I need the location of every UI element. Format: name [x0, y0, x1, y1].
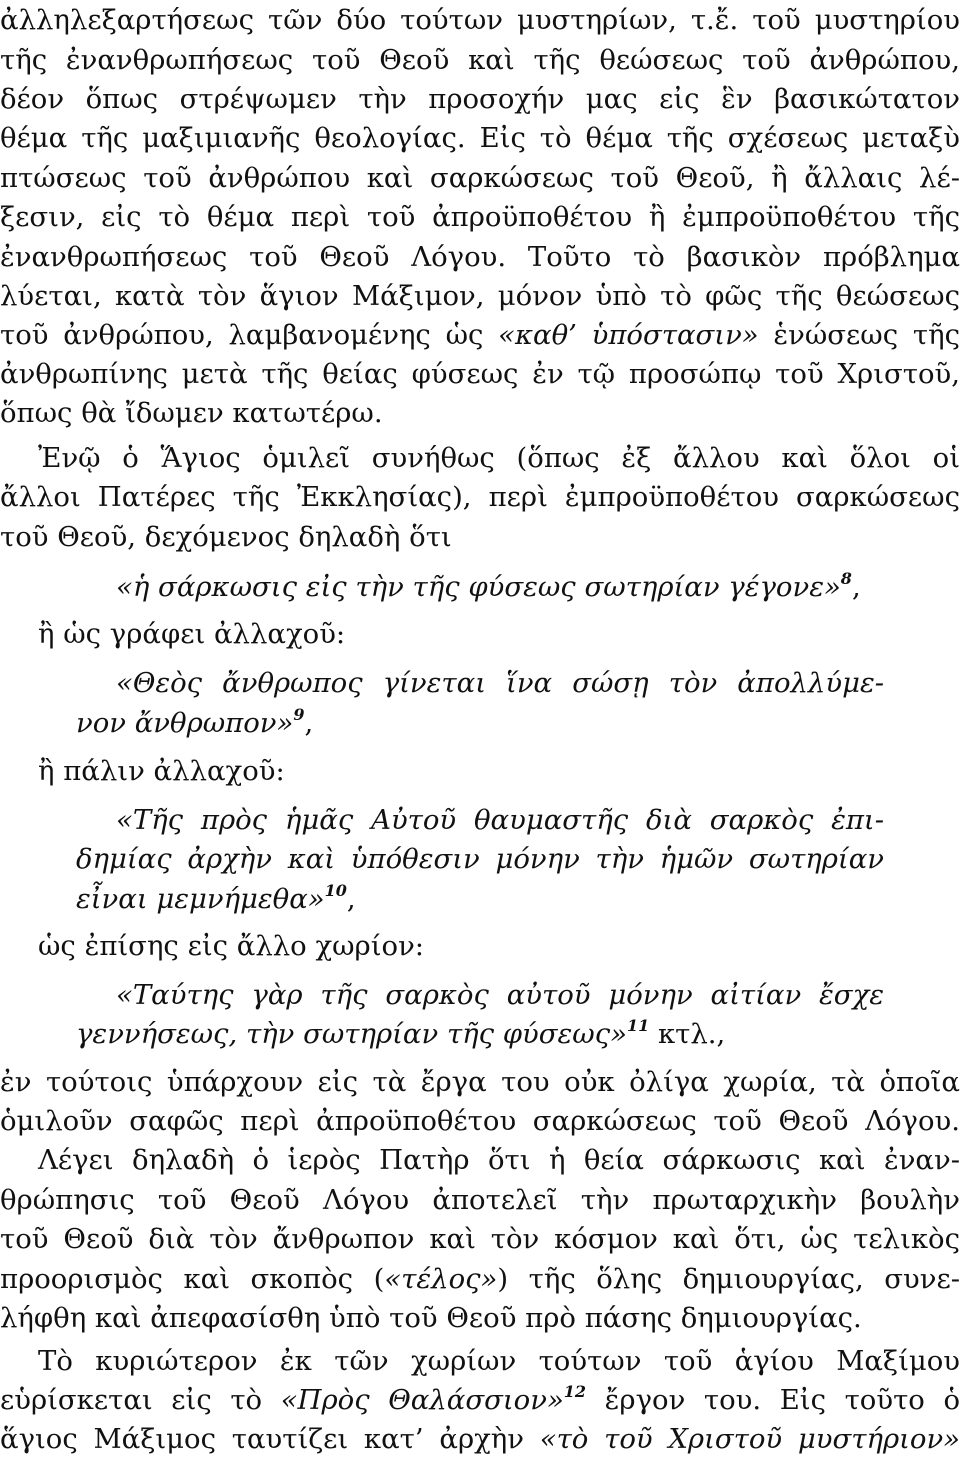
text-line: ξεσιν, εἰς τὸ θέμα περὶ τοῦ ἀπροϋποθέτου ἢ ἐμπροϋποθέτου τῆς — [0, 201, 960, 233]
quotation: νον ἄνθρωπον» — [76, 707, 294, 739]
footnote-ref: 10 — [324, 881, 347, 900]
text-line: ἄλλοι Πατέρες τῆς Ἐκκλησίας), περὶ ἐμπροϋποθέτου σαρκώσεως — [0, 481, 960, 513]
quotation-line — [76, 839, 884, 879]
text-line: ὡς ἐπίσης εἰς ἄλλο χωρίον: — [38, 930, 425, 962]
quotation-line — [116, 567, 960, 607]
quotation-line — [76, 703, 960, 743]
text-line: ὁμιλοῦν σαφῶς περὶ ἀπροϋποθέτου σαρκώσεως τοῦ Θεοῦ Λόγου. — [0, 1105, 960, 1137]
text-line: ἐν τούτοις ὑπάρχουν εἰς τὰ ἔργα του οὐκ ὀλίγα χωρία, τὰ ὁποῖα — [0, 1066, 960, 1098]
text-run: ἔργον του. Εἰς τοῦτο ὁ — [604, 1384, 960, 1416]
text-run: κτλ., — [649, 1018, 726, 1050]
paragraph-first-line: Λέγει δηλαδὴ ὁ ἱερὸς Πατὴρ ὅτι ἡ θεία σάρκωσις καὶ ἐναν- — [38, 1144, 960, 1176]
work-title: «Πρὸς Θαλάσσιον» — [280, 1384, 564, 1416]
text-run: ) τῆς ὅλης δημιουργίας, συνε- — [497, 1263, 960, 1295]
quotation: «ἡ σάρκωσις εἰς τὴν τῆς φύσεως σωτηρίαν γέγονε» — [116, 571, 841, 603]
text-run: εὑρίσκεται εἰς τὸ — [0, 1384, 263, 1416]
italic-term: «τέλος» — [384, 1263, 498, 1295]
text-run: , — [304, 707, 314, 739]
text-line: ἀλληλεξαρτήσεως τῶν δύο τούτων μυστηρίων, τ.ἔ. τοῦ μυστηρίου — [0, 4, 960, 36]
text-line: θρώπησις τοῦ Θεοῦ Λόγου ἀποτελεῖ τὴν πρωταρχικὴν βουλὴν — [0, 1184, 960, 1216]
text-line: ἢ πάλιν ἀλλαχοῦ: — [38, 755, 285, 787]
text-line — [0, 1419, 960, 1459]
footnote-ref: 8 — [840, 569, 852, 588]
quotation: «Θεὸς ἄνθρωπος γίνεται ἵνα σώσῃ τὸν ἀπολλύμε- — [116, 667, 884, 699]
text-run: ἅγιος Μάξιμος ταυτίζει κατ’ ἀρχὴν — [0, 1423, 524, 1455]
footnote-ref: 9 — [293, 705, 305, 724]
italic-term: «τὸ τοῦ Χριστοῦ μυστήριον» — [539, 1423, 960, 1455]
quotation: «Ταύτης γὰρ τῆς σαρκὸς αὐτοῦ μόνην αἰτίαν ἔσχε — [116, 979, 884, 1011]
quotation: δημίας ἀρχὴν καὶ ὑπόθεσιν μόνην τὴν ἡμῶν σωτηρίαν — [76, 843, 884, 875]
text-run: , — [346, 883, 356, 915]
quotation-line — [76, 1014, 960, 1054]
footnote-ref: 11 — [626, 1016, 650, 1035]
quotation-line — [116, 800, 884, 840]
quotation: εἶναι μεμνήμεθα» — [76, 883, 325, 915]
paragraph-first-line: Ἐνῷ ὁ Ἅγιος ὁμιλεῖ συνήθως (ὅπως ἐξ ἄλλου καὶ ὅλοι οἱ — [38, 442, 960, 474]
text-run: τοῦ ἀνθρώπου, λαμβανομένης ὡς — [0, 319, 484, 351]
quotation: «Τῆς πρὸς ἡμᾶς Αὐτοῦ θαυμαστῆς διὰ σαρκὸς ἐπι- — [116, 804, 884, 836]
text-line: πτώσεως τοῦ ἀνθρώπου καὶ σαρκώσεως τοῦ Θεοῦ, ἢ ἄλλαις λέ- — [0, 162, 960, 194]
text-line: τοῦ Θεοῦ, δεχόμενος δηλαδὴ ὅτι — [0, 521, 452, 553]
text-run: προορισμὸς καὶ σκοπὸς ( — [0, 1263, 385, 1295]
text-line: λύεται, κατὰ τὸν ἅγιον Μάξιμον, μόνον ὑπὸ τὸ φῶς τῆς θεώσεως — [0, 280, 960, 312]
text-line — [0, 315, 960, 355]
text-line: ἢ ὡς γράφει ἀλλαχοῦ: — [38, 618, 346, 650]
quotation-line — [116, 663, 884, 703]
text-line: τοῦ Θεοῦ διὰ τὸν ἄνθρωπον καὶ τὸν κόσμον καὶ ὅτι, ὡς τελικὸς — [0, 1223, 960, 1255]
quotation-line — [116, 975, 884, 1015]
text-run: , — [851, 571, 861, 603]
quotation-line — [76, 879, 960, 919]
text-line: λήφθη καὶ ἀπεφασίσθη ὑπὸ τοῦ Θεοῦ πρὸ πάσης δημιουργίας. — [0, 1302, 862, 1334]
text-line: ἀνθρωπίνης μετὰ τῆς θείας φύσεως ἐν τῷ προσώπῳ τοῦ Χριστοῦ, — [0, 358, 960, 390]
text-run: ἑνώσεως τῆς — [773, 319, 960, 351]
text-line — [0, 1259, 960, 1299]
text-line — [0, 1380, 960, 1420]
text-line: ὅπως θὰ ἴδωμεν κατωτέρω. — [0, 397, 383, 429]
text-line: τῆς ἐνανθρωπήσεως τοῦ Θεοῦ καὶ τῆς θεώσεως τοῦ ἀνθρώπου, — [0, 44, 960, 76]
italic-term: «καθ’ ὑπόστασιν» — [498, 319, 759, 351]
text-line: δέον ὅπως στρέψωμεν τὴν προσοχήν μας εἰς ἓν βασικώτατον — [0, 83, 960, 115]
paragraph-first-line: Τὸ κυριώτερον ἐκ τῶν χωρίων τούτων τοῦ ἁγίου Μαξίμου — [38, 1345, 960, 1377]
text-line: θέμα τῆς μαξιμιανῆς θεολογίας. Εἰς τὸ θέμα τῆς σχέσεως μεταξὺ — [0, 122, 960, 154]
quotation: γεννήσεως, τὴν σωτηρίαν τῆς φύσεως» — [76, 1018, 627, 1050]
text-line: ἐνανθρωπήσεως τοῦ Θεοῦ Λόγου. Τοῦτο τὸ βασικὸν πρόβλημα — [0, 241, 960, 273]
footnote-ref: 12 — [563, 1382, 587, 1401]
